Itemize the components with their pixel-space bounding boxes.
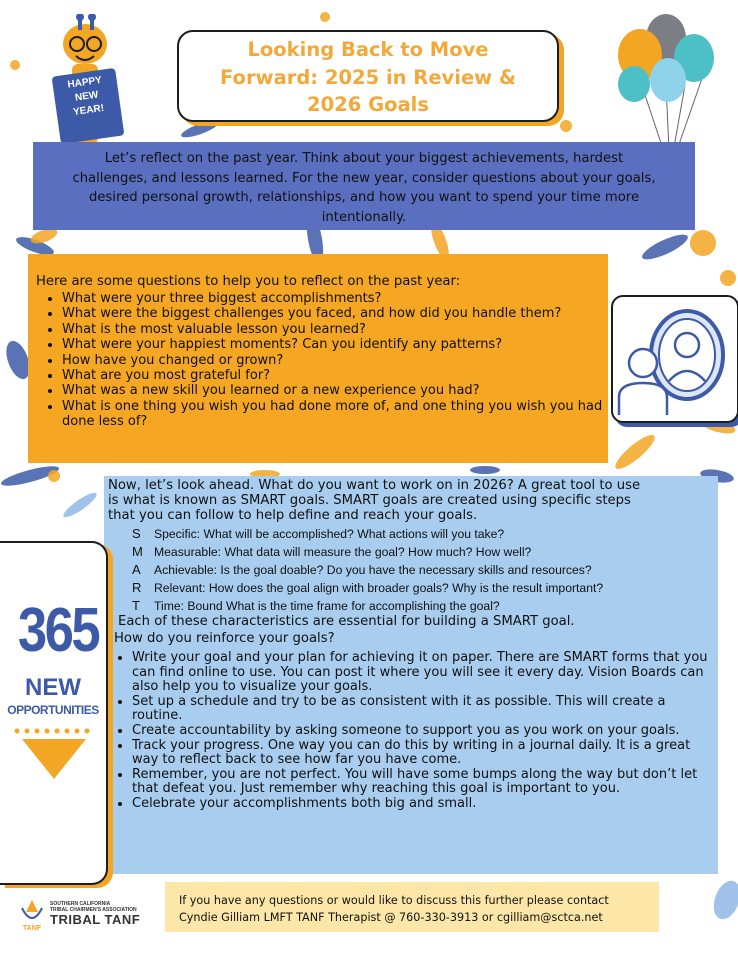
- logo-line-2: TRIBAL CHAIRMEN'S ASSOCIATION: [50, 907, 137, 913]
- smart-goals-panel: [104, 476, 718, 874]
- list-item: • Set up a schedule and try to be as consistent with it as possible. This will create a routine.: [132, 695, 716, 724]
- 365-opportunities-badge: [0, 541, 108, 885]
- happy-new-year-banner: [52, 68, 125, 144]
- reflection-panel: [28, 254, 608, 463]
- smart-letter: R: [132, 580, 142, 595]
- reflection-heading: Here are some questions to help you to reflect on the past year:: [36, 274, 461, 289]
- banner-line-1: HAPPY: [66, 74, 103, 91]
- page-title: [179, 36, 557, 119]
- contact-line-1: If you have any questions or would like to discuss this further please contact: [179, 894, 609, 907]
- list-item: • What were your three biggest accomplishments?: [62, 291, 622, 306]
- smart-letter: S: [132, 526, 141, 541]
- list-item: • What were your happiest moments? Can you identify any patterns?: [62, 337, 622, 352]
- mirror-reflection-icon: [611, 295, 738, 423]
- title-line-3: 2026 Goals: [307, 93, 429, 116]
- badge-number: 365: [17, 596, 99, 665]
- smart-item-text: Time: Bound What is the time frame for accomplishing the goal?: [154, 599, 500, 613]
- smart-item-measurable: [132, 544, 531, 559]
- list-item: • What are you most grateful for?: [62, 368, 622, 383]
- reinforce-heading: How do you reinforce your goals?: [114, 631, 335, 646]
- smart-item-text: Achievable: Is the goal doable? Do you have the necessary skills and resources?: [154, 563, 592, 577]
- smart-letter: A: [132, 562, 141, 577]
- list-item: • What is one thing you wish you had done more of, and one thing you wish you had done less of?: [62, 399, 622, 430]
- title-card: [177, 30, 559, 122]
- reinforce-tips-list: [112, 651, 716, 812]
- smart-item-time-bound: [132, 598, 500, 613]
- smart-letter: M: [132, 544, 143, 559]
- contact-text: [179, 892, 609, 926]
- contact-footer: [165, 882, 659, 932]
- badge-opportunities-label: OPPORTUNITIES: [7, 703, 99, 717]
- tribal-tanf-logo: [18, 898, 148, 932]
- logo-line-1: SOUTHERN CALIFORNIA: [50, 901, 111, 907]
- contact-line-2: Cyndie Gilliam LMFT TANF Therapist @ 760-330-3913 or cgilliam@sctca.net: [179, 911, 603, 924]
- list-item: • Track your progress. One way you can do this by writing in a journal daily. It is a great way to reflect back to see how far you have come.: [132, 739, 716, 768]
- banner-line-3: YEAR!: [72, 102, 105, 119]
- list-item: • How have you changed or grown?: [62, 353, 622, 368]
- smart-item-text: Measurable: What data will measure the goal? How much? How well?: [154, 545, 532, 559]
- smart-item-text: Specific: What will be accomplished? What actions will you take?: [154, 527, 505, 541]
- dotted-divider: [14, 728, 94, 734]
- smart-intro-line: that you can follow to help define and reach your goals.: [108, 508, 478, 523]
- intro-line: challenges, and lessons learned. For the new year, consider questions about your goals,: [72, 170, 656, 186]
- smart-letter: T: [132, 598, 140, 613]
- banner-line-2: NEW: [74, 89, 100, 104]
- intro-line: desired personal growth, relationships, and how you want to spend your time more: [88, 190, 640, 206]
- list-item: • Write your goal and your plan for achieving it on paper. There are SMART forms that you can find online to use. You can post it where you will see it every day. Vision Boards can also help you to visualize your goals.: [132, 651, 716, 695]
- badge-new-label: NEW: [25, 674, 81, 701]
- title-line-2: Forward: 2025 in Review &: [220, 65, 516, 89]
- smart-item-text: Relevant: How does the goal align with broader goals? Why is the result important?: [154, 581, 604, 595]
- smart-summary: Each of these characteristics are essential for building a SMART goal.: [118, 614, 575, 629]
- intro-line: intentionally.: [321, 209, 407, 225]
- logo-mark-text: TANF: [22, 925, 42, 932]
- reflection-question-list: [42, 291, 622, 430]
- smart-item-specific: [132, 526, 504, 541]
- list-item: • What were the biggest challenges you faced, and how did you handle them?: [62, 306, 622, 321]
- giraffe-illustration: [52, 14, 124, 152]
- down-triangle-icon: [22, 739, 86, 779]
- intro-line: Let’s reflect on the past year. Think about your biggest achievements, hardest: [104, 151, 624, 166]
- title-line-1: Looking Back to Move: [247, 38, 489, 61]
- smart-intro-line: Now, let’s look ahead. What do you want to work on in 2026? A great tool to use: [108, 478, 641, 493]
- list-item: • What was a new skill you learned or a new experience you had?: [62, 383, 622, 398]
- list-item: • Remember, you are not perfect. You will have some bumps along the way but don’t let that defeat you. Just remember why reaching this goal is important to you.: [132, 768, 716, 797]
- intro-panel: [33, 142, 695, 230]
- list-item: • Create accountability by asking someone to support you as you work on your goals.: [132, 724, 716, 739]
- logo-name: TRIBAL TANF: [50, 912, 141, 927]
- smart-intro-line: is what is known as SMART goals. SMART goals are created using specific steps: [108, 493, 631, 508]
- smart-item-relevant: [132, 580, 603, 595]
- list-item: • Celebrate your accomplishments both big and small.: [132, 797, 716, 812]
- list-item: • What is the most valuable lesson you learned?: [62, 322, 622, 337]
- smart-item-achievable: [132, 562, 592, 577]
- intro-text: [39, 149, 689, 227]
